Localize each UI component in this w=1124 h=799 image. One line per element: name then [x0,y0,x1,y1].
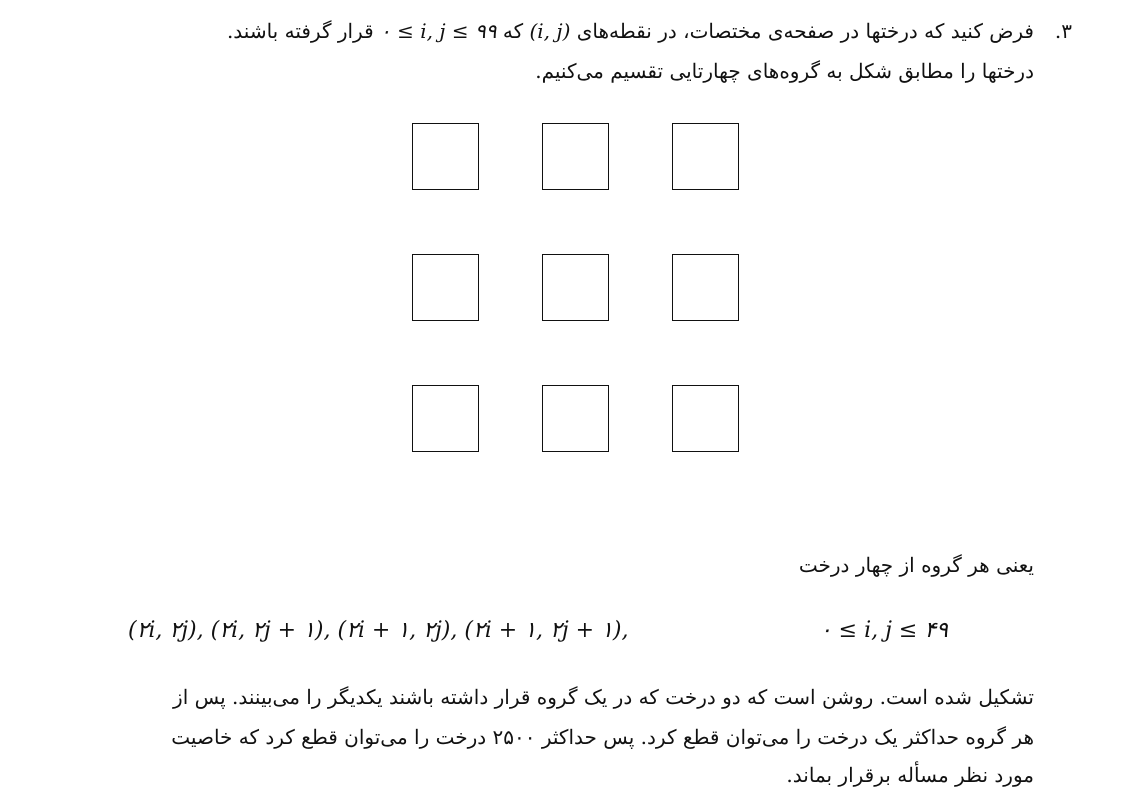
group-description: یعنی هر گروه از چهار درخت [798,553,1034,577]
group-square [412,123,479,190]
problem-number: ۳. [1054,19,1072,43]
group-square [542,385,609,452]
group-square [672,254,739,321]
group-square [412,254,479,321]
statement-text-start: فرض کنید که درختها در صفحه‌ی مختصات، در نقطه‌های [576,19,1034,43]
conclusion-line-2: هر گروه حداکثر یک درخت را می‌توان قطع کرد. پس حداکثر ۲۵۰۰ درخت را می‌توان قطع کرد که خاصیت [171,725,1034,749]
problem-statement-line-2: درختها را مطابق شکل به گروه‌های چهارتایی تقسیم می‌کنیم. [535,59,1034,83]
formula-expression: (۲i, ۲j), (۲i, ۲j + ۱), (۲i + ۱, ۲j), (۲i + ۱, ۲j + ۱), [128,618,629,643]
statement-text-end: قرار گرفته باشند. [226,19,374,43]
problem-statement-line-1 [227,14,1034,48]
conclusion-line-3: مورد نظر مسأله برقرار بماند. [786,763,1034,787]
group-square [672,385,739,452]
point-notation: (i, j) [529,19,571,43]
grouping-figure [412,123,742,453]
group-formula [128,612,948,650]
range-notation: ۰ ≤ i, j ≤ ۹۹ [380,19,497,43]
group-square [542,123,609,190]
formula-range: ۰ ≤ i, j ≤ ۴۹ [819,618,948,643]
group-square [672,123,739,190]
group-square [412,385,479,452]
statement-text-middle: که [502,19,524,43]
conclusion-line-1: تشکیل شده است. روشن است که دو درخت که در یک گروه قرار داشته باشند یکدیگر را می‌بینند. پس از [173,685,1034,709]
group-square [542,254,609,321]
